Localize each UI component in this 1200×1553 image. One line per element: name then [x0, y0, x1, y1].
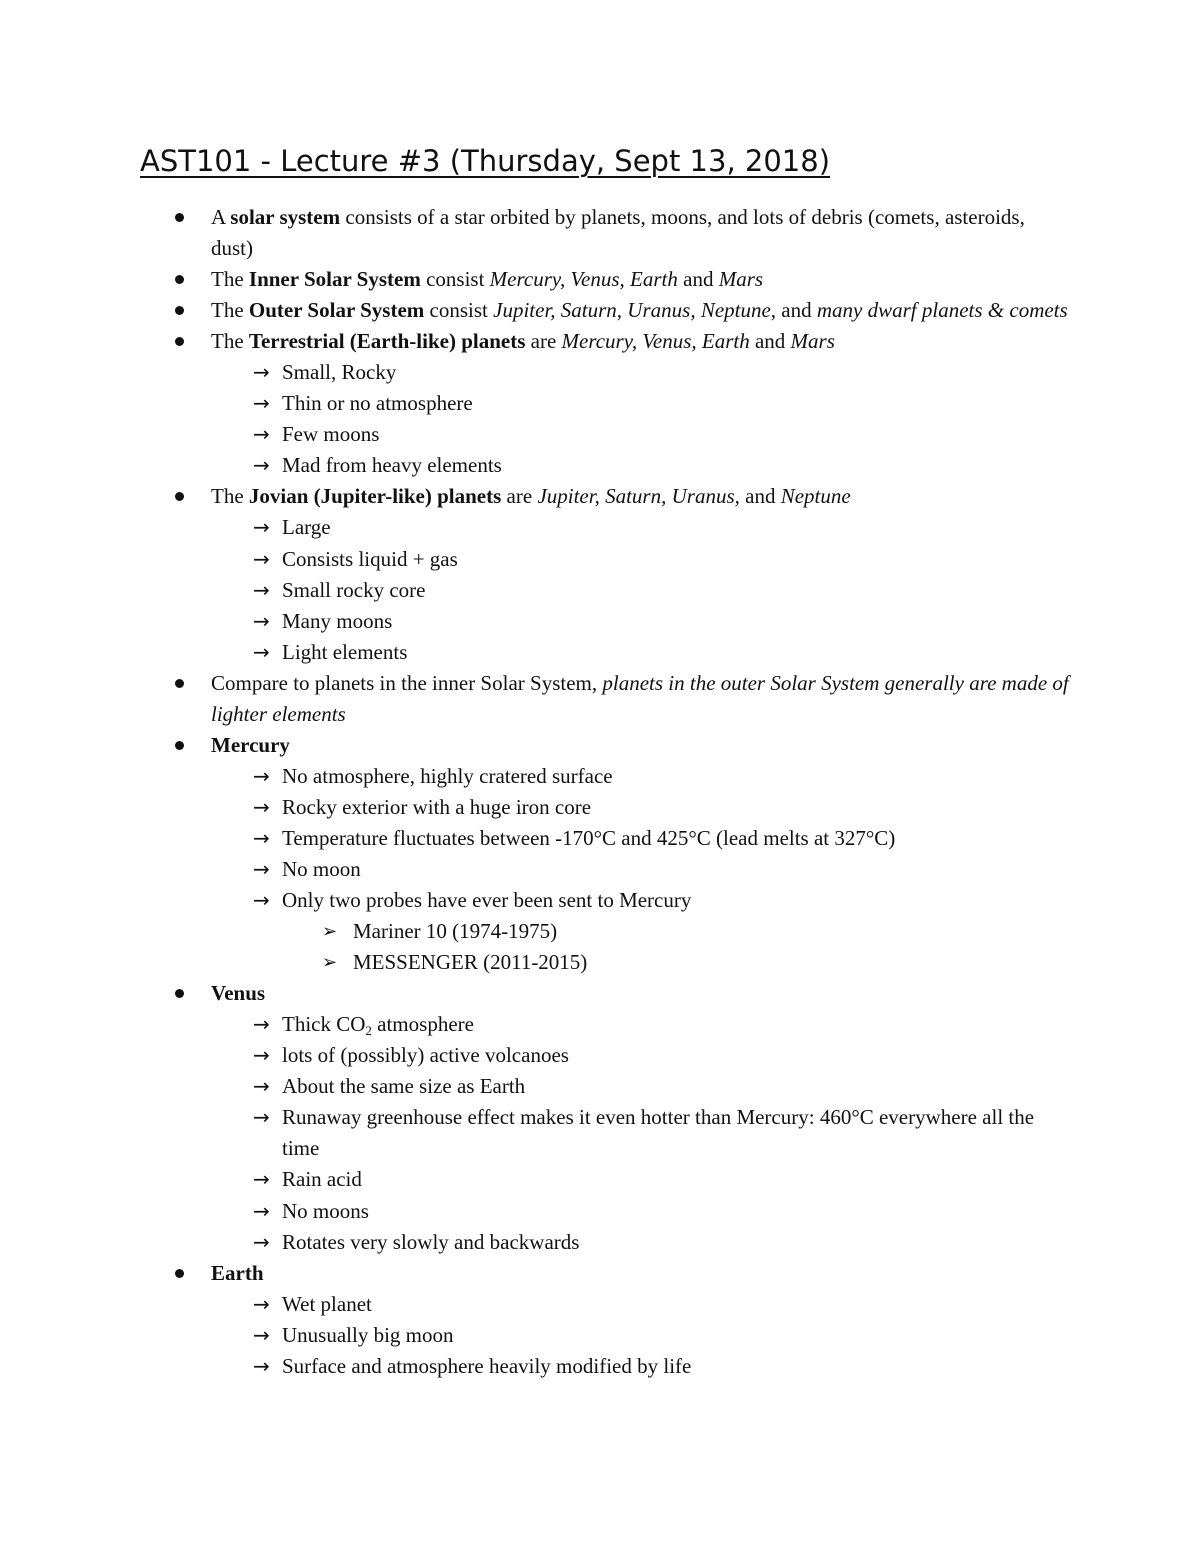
note-emphasis: planets in the outer Solar System generally are made of lighter elements [211, 670, 1069, 726]
bullet-icon [175, 492, 184, 501]
arrow-right-icon: → [253, 1353, 270, 1378]
list-item-text: Rocky exterior with a huge iron core [282, 794, 592, 819]
section-venus [0, 978, 1200, 1257]
bullet-icon [175, 679, 184, 688]
bullet-row [0, 295, 1200, 326]
arrow-right-icon: → [253, 360, 270, 385]
note-jovian-planets [0, 481, 1200, 667]
arrow-right-icon: → [253, 577, 270, 602]
bullet-icon [175, 306, 184, 315]
note-text: and [749, 329, 791, 354]
planet-names: Mercury, Venus, Earth [561, 329, 750, 354]
list-item-text: About the same size as Earth [282, 1074, 526, 1099]
arrowhead-icon: ➢ [322, 921, 338, 943]
jovian-traits-list [0, 512, 1200, 667]
bullet-row [0, 326, 1200, 357]
list-item [0, 823, 1200, 854]
venus-facts-list [0, 1009, 1200, 1257]
planet-names: Jupiter, Saturn, Uranus, Neptune [493, 298, 771, 323]
list-item [0, 1196, 1200, 1227]
planet-names: Mercury, Venus, Earth [489, 267, 678, 292]
list-item [0, 450, 1200, 481]
arrow-right-icon: → [253, 639, 270, 664]
note-text: consists of a star orbited by planets, moons, and lots of debris (comets, asteroids, dust) [211, 205, 1025, 261]
note-text: , and [770, 298, 817, 323]
term-solar-system: solar system [230, 205, 341, 229]
bullet-row [0, 668, 1200, 730]
arrow-right-icon: → [253, 825, 270, 850]
term-jovian-planets: Jovian (Jupiter-like) planets [248, 484, 502, 509]
list-item-text: Consists liquid + gas [282, 546, 458, 571]
mercury-facts-list [0, 761, 1200, 978]
document-title: AST101 - Lecture #3 (Thursday, Sept 13, 2018) [140, 144, 831, 178]
arrow-right-icon: → [253, 794, 270, 819]
arrow-right-icon: → [253, 1043, 270, 1068]
term-outer-solar-system: Outer Solar System [248, 298, 425, 323]
note-text: The [211, 298, 249, 323]
list-item-text: Wet planet [282, 1291, 372, 1316]
list-item [0, 1351, 1200, 1382]
list-item-text: Mariner 10 (1974-1975) [353, 919, 558, 944]
list-item [0, 1102, 1200, 1164]
arrow-right-icon: → [253, 453, 270, 478]
arrow-right-icon: → [253, 1291, 270, 1316]
bullet-row [0, 978, 1200, 1009]
list-item-text: Only two probes have ever been sent to Mercury [282, 888, 692, 913]
bullet-icon [175, 213, 184, 222]
arrow-right-icon: → [253, 763, 270, 788]
note-terrestrial-planets [0, 326, 1200, 481]
note-compare [0, 668, 1200, 730]
list-item-text: Temperature fluctuates between -170°C and 425°C (lead melts at 327°C) [282, 825, 896, 850]
list-item [0, 761, 1200, 792]
earth-facts-list [0, 1289, 1200, 1382]
list-item [0, 916, 1200, 947]
arrow-right-icon: → [253, 888, 270, 913]
arrow-right-icon: → [253, 1074, 270, 1099]
list-item-text: No moons [282, 1198, 369, 1223]
section-earth [0, 1258, 1200, 1382]
bullet-icon [175, 1269, 184, 1278]
planet-names: many dwarf planets & comets [816, 298, 1068, 323]
arrow-right-icon: → [253, 422, 270, 447]
list-item-text: Thick CO [282, 1012, 366, 1037]
section-mercury [0, 730, 1200, 978]
bullet-row [0, 1258, 1200, 1289]
arrow-right-icon: → [253, 1229, 270, 1254]
notes-list [0, 202, 1200, 1382]
note-text: Compare to planets in the inner Solar System, [211, 670, 603, 695]
list-item [0, 575, 1200, 606]
arrow-right-icon: → [253, 515, 270, 540]
bullet-icon [175, 741, 184, 750]
list-item-text: Runaway greenhouse effect makes it even hotter than Mercury: 460°C everywhere all the time [282, 1105, 1035, 1161]
bullet-icon [175, 275, 184, 284]
list-item-text: Many moons [282, 608, 393, 633]
bullet-row [0, 730, 1200, 761]
list-item [0, 388, 1200, 419]
arrow-right-icon: → [253, 391, 270, 416]
arrow-right-icon: → [253, 1167, 270, 1192]
planet-names: Mars [718, 267, 764, 292]
bullet-icon [175, 989, 184, 998]
list-item-text: Thin or no atmosphere [282, 391, 473, 416]
note-outer-solar-system [0, 295, 1200, 326]
note-text: A [211, 205, 231, 229]
note-text: consist [424, 298, 494, 323]
list-item [0, 1071, 1200, 1102]
planet-names: Jupiter, Saturn, Uranus, [537, 484, 740, 509]
list-item-text: atmosphere [371, 1012, 474, 1037]
list-item-text: No atmosphere, highly cratered surface [282, 763, 613, 788]
list-item [0, 1289, 1200, 1320]
note-text: are [501, 484, 538, 509]
note-text: and [677, 267, 719, 292]
arrow-right-icon: → [253, 608, 270, 633]
list-item-text: MESSENGER (2011-2015) [353, 950, 588, 975]
list-item [0, 637, 1200, 668]
arrowhead-icon: ➢ [322, 952, 338, 974]
list-item [0, 947, 1200, 978]
planet-names: Mars [790, 329, 835, 354]
note-text: are [525, 329, 562, 354]
list-item-text: Rotates very slowly and backwards [282, 1229, 580, 1254]
list-item [0, 512, 1200, 543]
list-item [0, 419, 1200, 450]
note-text: and [739, 484, 781, 509]
subscript: 2 [365, 1023, 372, 1039]
section-heading: Earth [211, 1260, 264, 1285]
list-item-text: Light elements [282, 639, 408, 664]
bullet-row [0, 202, 1200, 264]
arrow-right-icon: → [253, 1198, 270, 1223]
list-item-text: Few moons [282, 422, 380, 447]
bullet-row [0, 481, 1200, 512]
note-text: The [211, 329, 249, 354]
list-item-text: lots of (possibly) active volcanoes [282, 1043, 569, 1068]
note-solar-system [0, 202, 1200, 264]
list-item-text: Mad from heavy elements [282, 453, 502, 478]
list-item [0, 1009, 1200, 1040]
list-item [0, 357, 1200, 388]
list-item [0, 1320, 1200, 1351]
note-text: The [211, 484, 249, 509]
term-terrestrial-planets: Terrestrial (Earth-like) planets [248, 329, 526, 354]
list-item [0, 854, 1200, 885]
list-item-text: Surface and atmosphere heavily modified by life [282, 1353, 692, 1378]
list-item-text: Large [282, 515, 331, 540]
arrow-right-icon: → [253, 1105, 270, 1130]
list-item [0, 792, 1200, 823]
terrestrial-traits-list [0, 357, 1200, 481]
arrow-right-icon: → [253, 1322, 270, 1347]
arrow-right-icon: → [253, 856, 270, 881]
list-item [0, 606, 1200, 637]
list-item-text: Small rocky core [282, 577, 426, 602]
section-heading: Mercury [211, 732, 290, 757]
bullet-icon [175, 337, 184, 346]
list-item [0, 544, 1200, 575]
bullet-row [0, 264, 1200, 295]
list-item [0, 885, 1200, 916]
list-item-text: Small, Rocky [282, 360, 397, 385]
section-heading: Venus [211, 981, 266, 1006]
arrow-right-icon: → [253, 546, 270, 571]
term-inner-solar-system: Inner Solar System [248, 267, 421, 292]
note-text: The [211, 267, 249, 292]
note-text: consist [420, 267, 490, 292]
list-item-text: Rain acid [282, 1167, 362, 1192]
list-item-text: No moon [282, 856, 361, 881]
list-item-text: Unusually big moon [282, 1322, 454, 1347]
list-item [0, 1040, 1200, 1071]
note-inner-solar-system [0, 264, 1200, 295]
list-item [0, 1227, 1200, 1258]
arrow-right-icon: → [253, 1012, 270, 1037]
planet-names: Neptune [780, 484, 851, 509]
list-item [0, 1164, 1200, 1195]
